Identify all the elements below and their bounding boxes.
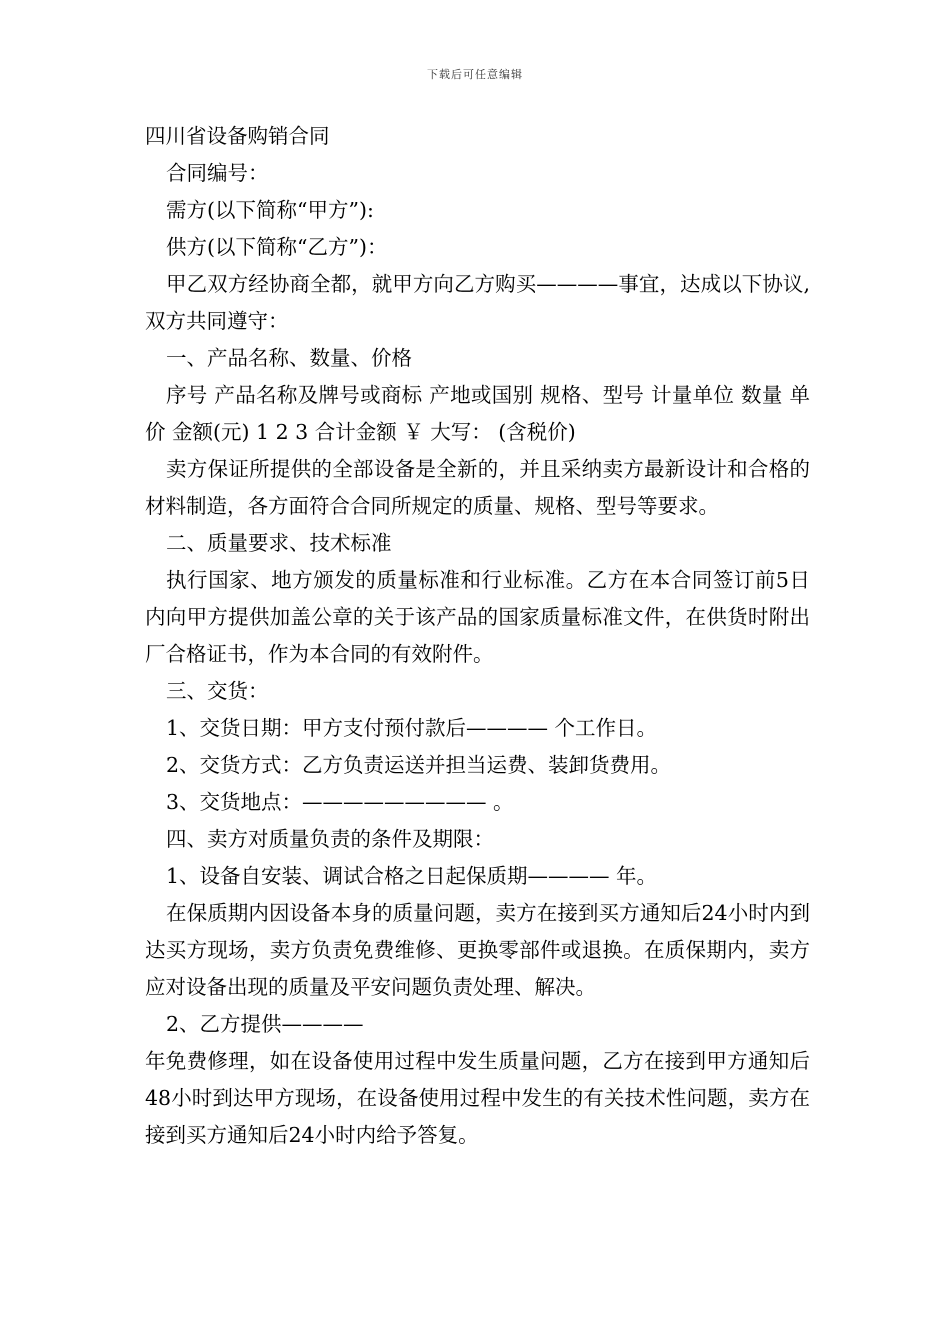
warranty-service-paragraph: 在保质期内因设备本身的质量问题，卖方在接到买方通知后24小时内到达买方现场，卖方负责免费维修、更换零部件或退换。在质保期内，卖方应对设备出现的质量及平安问题负责处理、解决。 xyxy=(145,901,810,999)
page-header-note: 下载后可任意编辑 xyxy=(427,68,523,81)
product-table-text: 序号 产品名称及牌号或商标 产地或国别 规格、型号 计量单位 数量 单价 金额(元) 1 2 3 合计金额 ￥ 大写： (含税价) xyxy=(145,383,810,444)
contract-number-line: 合同编号： xyxy=(166,161,269,185)
quality-standards-paragraph: 执行国家、地方颁发的质量标准和行业标准。乙方在本合同签订前5日内向甲方提供加盖公章的关于该产品的国家质量标准文件，在供货时附出厂合格证书，作为本合同的有效附件。 xyxy=(145,568,810,666)
delivery-date-item: 1、交货日期：甲方支付预付款后———— 个工作日。 xyxy=(166,716,658,740)
section-heading-warranty: 四、卖方对质量负责的条件及期限： xyxy=(166,827,494,851)
section-heading-quality: 二、质量要求、技术标准 xyxy=(166,531,392,555)
buyer-line: 需方(以下简称“甲方”): xyxy=(166,198,374,222)
section-heading-products: 一、产品名称、数量、价格 xyxy=(166,346,412,370)
document-body xyxy=(145,118,810,1154)
equipment-guarantee-paragraph: 卖方保证所提供的全部设备是全新的，并且采纳卖方最新设计和合格的材料制造，各方面符合合同所规定的质量、规格、型号等要求。 xyxy=(145,457,810,518)
free-repair-item: 2、乙方提供———— xyxy=(166,1012,364,1036)
delivery-location-item: 3、交货地点：————————— 。 xyxy=(166,790,514,814)
document-title: 四川省设备购销合同 xyxy=(145,124,330,148)
delivery-method-item: 2、交货方式：乙方负责运送并担当运费、装卸货费用。 xyxy=(166,753,672,777)
warranty-period-item: 1、设备自安装、调试合格之日起保质期———— 年。 xyxy=(166,864,658,888)
supplier-line: 供方(以下简称“乙方”)： xyxy=(166,235,388,259)
agreement-intro: 甲乙双方经协商全都，就甲方向乙方购买————事宜，达成以下协议,双方共同遵守： xyxy=(145,272,810,333)
free-repair-details: 年免费修理，如在设备使用过程中发生质量问题，乙方在接到甲方通知后48小时到达甲方现场，在设备使用过程中发生的有关技术性问题，卖方在接到买方通知后24小时内给予答复。 xyxy=(145,1049,810,1147)
section-heading-delivery: 三、交货： xyxy=(166,679,269,703)
